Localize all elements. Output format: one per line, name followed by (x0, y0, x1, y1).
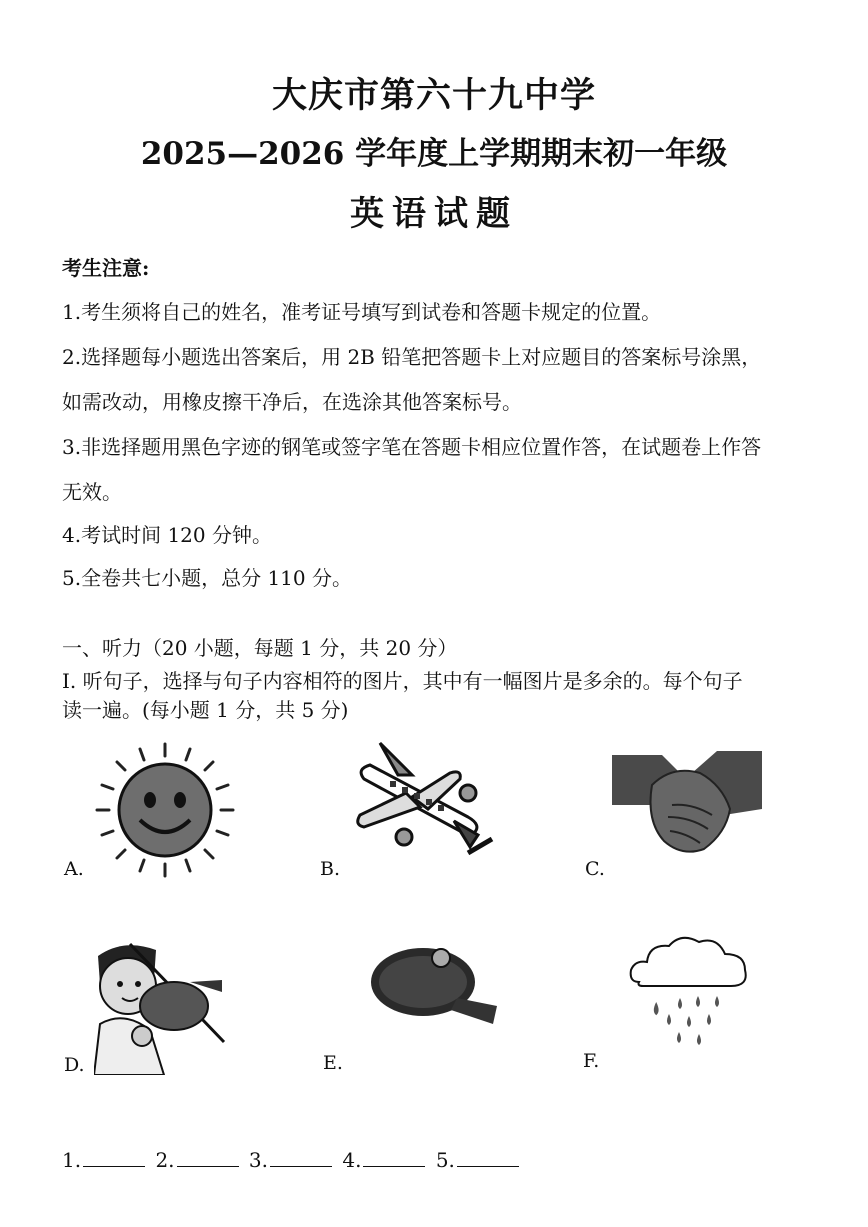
answer-number: 2. (155, 1148, 175, 1172)
exam-title: 2025—2026 学年度上学期期末初一年级 (140, 136, 728, 172)
picture-label-c: C. (585, 858, 605, 880)
answer-blank[interactable] (177, 1148, 239, 1167)
rain-cloud-icon (625, 930, 755, 1059)
notice-item: 2.选择题每小题选出答案后，用 2B 铅笔把答题卡上对应题目的答案标号涂黑， (62, 345, 762, 369)
answer-blank[interactable] (363, 1148, 425, 1167)
picture-label-a: A. (64, 858, 84, 880)
answer-number: 3. (248, 1148, 268, 1172)
picture-label-e: E. (323, 1052, 343, 1074)
notice-item: 5.全卷共七小题，总分 110 分。 (62, 566, 352, 590)
picture-label-b: B. (320, 858, 341, 880)
school-name: 大庆市第六十九中学 (271, 75, 596, 116)
answer-number: 4. (342, 1148, 362, 1172)
answer-number: 1. (62, 1148, 82, 1172)
answer-blank[interactable] (83, 1148, 145, 1167)
subject-title: 英语试题 (350, 194, 518, 234)
answer-blank[interactable] (457, 1148, 519, 1167)
notice-item: 3.非选择题用黑色字迹的钢笔或签字笔在答题卡相应位置作答，在试题卷上作答 (62, 435, 762, 459)
instruction-line: I. 听句子，选择与句子内容相符的图片，其中有一幅图片是多余的。每个句子 (62, 669, 743, 693)
notice-item: 无效。 (62, 480, 122, 504)
ping-pong-paddle-icon (365, 940, 505, 1034)
picture-label-f: F. (583, 1050, 600, 1072)
handshake-icon (612, 745, 762, 869)
airplane-icon (350, 735, 500, 869)
answer-blank[interactable] (270, 1148, 332, 1167)
answer-number: 5. (435, 1148, 455, 1172)
picture-label-d: D. (64, 1054, 85, 1076)
notice-title: 考生注意: (62, 256, 150, 280)
instruction-line: 读一遍。(每小题 1 分，共 5 分) (62, 698, 349, 722)
section-heading: 一、听力（20 小题，每题 1 分，共 20 分） (62, 636, 458, 660)
sun-icon (90, 740, 240, 884)
notice-item: 4.考试时间 120 分钟。 (62, 523, 272, 547)
notice-item: 如需改动，用橡皮擦干净后，在选涂其他答案标号。 (62, 390, 522, 414)
violin-boy-icon (94, 940, 234, 1079)
answer-blanks (62, 1148, 523, 1172)
notice-item: 1.考生须将自己的姓名，准考证号填写到试卷和答题卡规定的位置。 (62, 300, 662, 324)
